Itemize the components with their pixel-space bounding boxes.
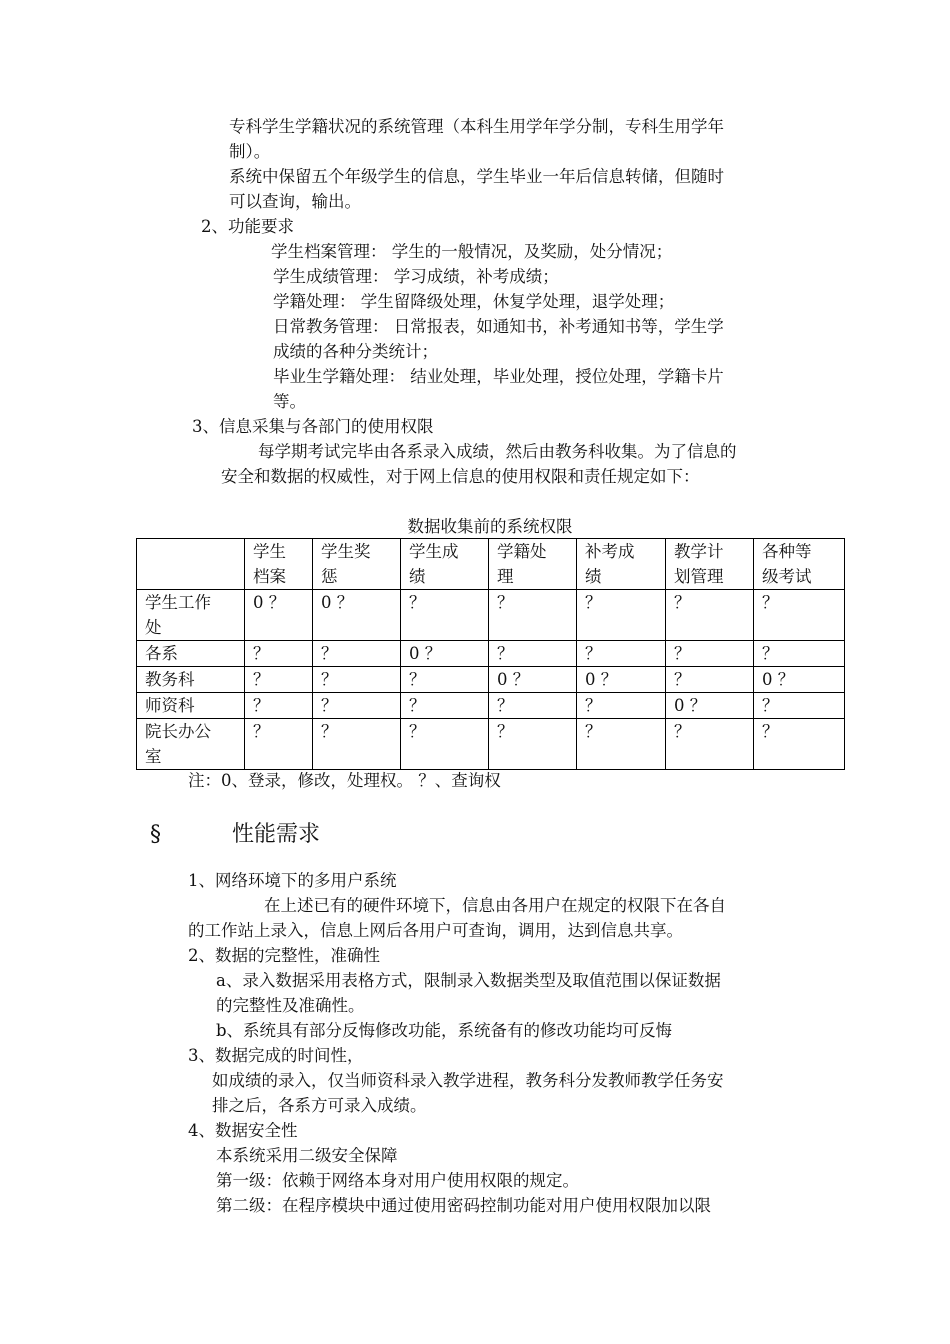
table-cell: ？ bbox=[313, 719, 401, 770]
function-heading: 2、功能要求 bbox=[201, 217, 294, 236]
table-row bbox=[137, 667, 845, 693]
perf-paragraph: b、系统具有部分反悔修改功能，系统备有的修改功能均可反悔 bbox=[216, 1021, 673, 1040]
function-item: 成绩的各种分类统计； bbox=[273, 342, 438, 361]
row-header: 教务科 bbox=[137, 667, 245, 693]
table-cell: ？ bbox=[577, 641, 666, 667]
function-item: 日常教务管理： 日常报表，如通知书，补考通知书等，学生学 bbox=[273, 317, 724, 336]
perf-heading: 2、数据的完整性，准确性 bbox=[188, 946, 380, 965]
table-cell: ？ bbox=[754, 693, 845, 719]
table-cell: ？ bbox=[401, 667, 489, 693]
row-header: 师资科 bbox=[137, 693, 245, 719]
intro-line: 可以查询，输出。 bbox=[229, 192, 361, 211]
table-cell: ？ bbox=[666, 641, 754, 667]
function-item: 学生档案管理： 学生的一般情况，及奖励，处分情况； bbox=[271, 242, 673, 261]
row-header: 院长办公 室 bbox=[137, 719, 245, 770]
table-cell: 0 ？ bbox=[577, 667, 666, 693]
table-cell: ？ bbox=[666, 590, 754, 641]
column-header: 学生成 绩 bbox=[401, 539, 489, 590]
table-header-row bbox=[137, 539, 845, 590]
table-cell: 0 ？ bbox=[754, 667, 845, 693]
section-mark: § bbox=[150, 822, 161, 847]
table-row bbox=[137, 693, 845, 719]
table-cell: ？ bbox=[245, 667, 313, 693]
table-cell: ？ bbox=[666, 667, 754, 693]
perf-paragraph: 在上述已有的硬件环境下，信息由各用户在规定的权限下在各自 bbox=[264, 896, 726, 915]
column-header: 教学计 划管理 bbox=[666, 539, 754, 590]
table-cell: 0 ？ bbox=[666, 693, 754, 719]
table-cell: ？ bbox=[489, 590, 577, 641]
table-caption: 数据收集前的系统权限 bbox=[407, 517, 573, 536]
column-header: 各种等 级考试 bbox=[754, 539, 845, 590]
table-cell: ？ bbox=[245, 693, 313, 719]
table-cell: 0 ？ bbox=[245, 590, 313, 641]
table-cell: ？ bbox=[489, 719, 577, 770]
table-cell: 0 ？ bbox=[313, 590, 401, 641]
table-cell: ？ bbox=[401, 693, 489, 719]
perf-heading: 3、数据完成的时间性， bbox=[188, 1046, 364, 1065]
perf-paragraph: 本系统采用二级安全保障 bbox=[216, 1146, 398, 1165]
table-cell: ？ bbox=[245, 641, 313, 667]
perf-paragraph: 第二级：在程序模块中通过使用密码控制功能对用户使用权限加以限 bbox=[216, 1196, 711, 1215]
table-cell: ？ bbox=[401, 590, 489, 641]
table-cell: ？ bbox=[401, 719, 489, 770]
table-cell: ？ bbox=[245, 719, 313, 770]
intro-line: 专科学生学籍状况的系统管理（本科生用学年学分制，专科生用学年 bbox=[229, 117, 724, 136]
row-header: 学生工作 处 bbox=[137, 590, 245, 641]
table-row bbox=[137, 590, 845, 641]
table-cell: ？ bbox=[754, 590, 845, 641]
function-item: 等。 bbox=[273, 392, 306, 411]
intro-line: 制）。 bbox=[229, 142, 271, 161]
perf-paragraph: 的工作站上录入，信息上网后各用户可查询，调用，达到信息共享。 bbox=[188, 921, 683, 940]
function-item: 学生成绩管理： 学习成绩，补考成绩； bbox=[273, 267, 559, 286]
function-item: 毕业生学籍处理： 结业处理，毕业处理，授位处理，学籍卡片 bbox=[273, 367, 724, 386]
perf-paragraph: 排之后，各系方可录入成绩。 bbox=[212, 1096, 427, 1115]
table-note: 注：0、登录，修改，处理权。 ？、查询权 bbox=[188, 771, 501, 790]
perf-heading: 4、数据安全性 bbox=[188, 1121, 298, 1140]
table-row bbox=[137, 641, 845, 667]
table-cell: 0 ？ bbox=[401, 641, 489, 667]
table-cell: ？ bbox=[489, 641, 577, 667]
table-cell: ？ bbox=[754, 719, 845, 770]
permission-paragraph: 安全和数据的权威性，对于网上信息的使用权限和责任规定如下： bbox=[221, 467, 700, 486]
perf-paragraph: 第一级：依赖于网络本身对用户使用权限的规定。 bbox=[216, 1171, 579, 1190]
table-cell: ？ bbox=[666, 719, 754, 770]
row-header: 各系 bbox=[137, 641, 245, 667]
table-cell: ？ bbox=[489, 693, 577, 719]
table-row bbox=[137, 719, 845, 770]
permission-paragraph: 每学期考试完毕由各系录入成绩，然后由教务科收集。为了信息的 bbox=[258, 442, 737, 461]
column-header: 学生奖 惩 bbox=[313, 539, 401, 590]
section-title: 性能需求 bbox=[232, 822, 321, 847]
column-header: 学生 档案 bbox=[245, 539, 313, 590]
table-cell: ？ bbox=[577, 590, 666, 641]
table-cell: ？ bbox=[313, 641, 401, 667]
table-cell: ？ bbox=[313, 693, 401, 719]
table-cell: ？ bbox=[754, 641, 845, 667]
table-cell: ？ bbox=[577, 719, 666, 770]
table-cell: 0 ？ bbox=[489, 667, 577, 693]
permission-heading: 3、信息采集与各部门的使用权限 bbox=[192, 417, 434, 436]
table-cell: ？ bbox=[313, 667, 401, 693]
perf-paragraph: 的完整性及准确性。 bbox=[216, 996, 365, 1015]
column-header bbox=[137, 539, 245, 590]
perf-paragraph: a、录入数据采用表格方式，限制录入数据类型及取值范围以保证数据 bbox=[216, 971, 721, 990]
perf-paragraph: 如成绩的录入，仅当师资科录入教学进程，教务科分发教师教学任务安 bbox=[212, 1071, 724, 1090]
column-header: 补考成 绩 bbox=[577, 539, 666, 590]
function-item: 学籍处理： 学生留降级处理，休复学处理，退学处理； bbox=[273, 292, 675, 311]
table-cell: ？ bbox=[577, 693, 666, 719]
perf-heading: 1、网络环境下的多用户系统 bbox=[188, 871, 397, 890]
permission-table bbox=[136, 538, 845, 770]
intro-line: 系统中保留五个年级学生的信息，学生毕业一年后信息转储，但随时 bbox=[229, 167, 724, 186]
column-header: 学籍处 理 bbox=[489, 539, 577, 590]
